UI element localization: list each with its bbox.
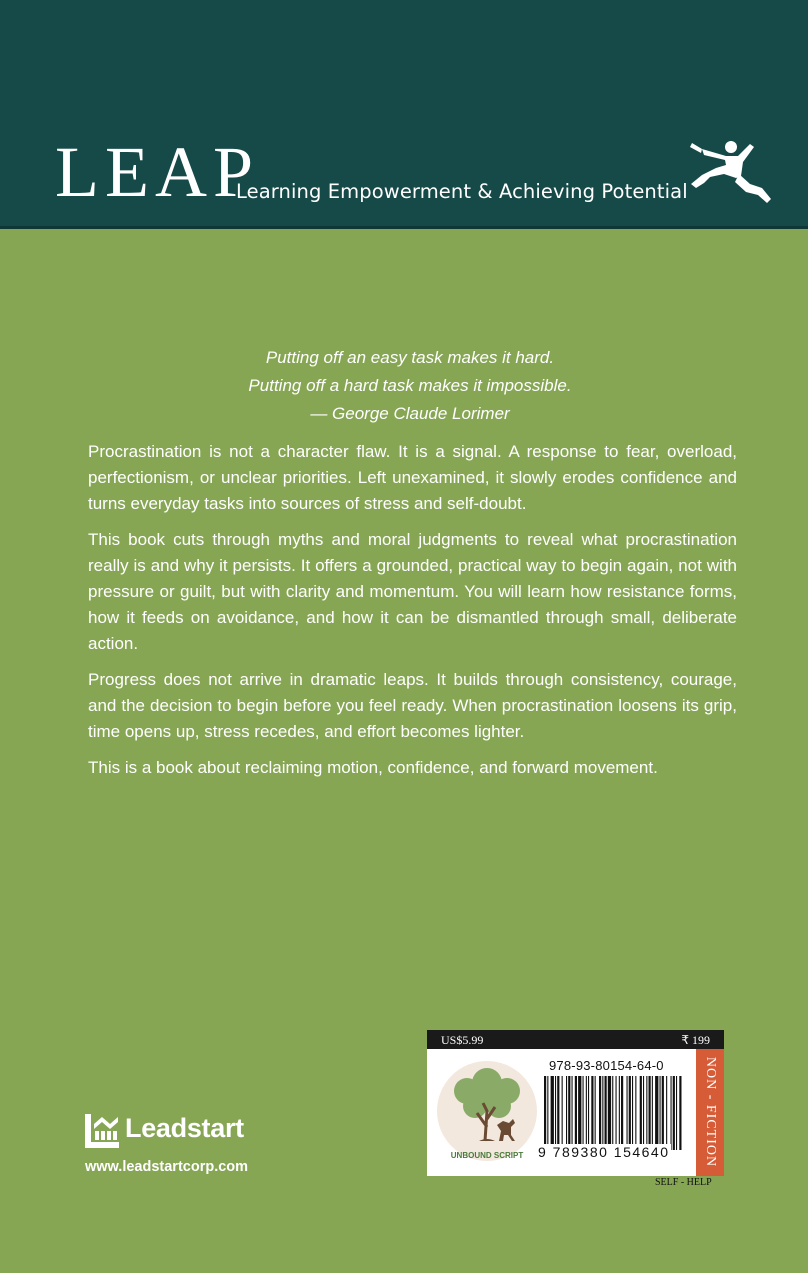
barcode-bar xyxy=(583,1076,584,1150)
blurb-paragraph-1: Procrastination is not a character flaw. It is a signal. A response to fear, overload, perfectionism, or unclear priorities. Left unexamined, it slowly erodes confidence and turns everyday tasks into sources of stress and self-doubt. xyxy=(88,442,737,513)
genre-label: NON - FICTION xyxy=(703,1056,718,1168)
barcode-bar xyxy=(551,1076,554,1150)
barcode-bar xyxy=(599,1076,601,1150)
price-usd: US$5.99 xyxy=(441,1033,484,1047)
barcode-bar xyxy=(671,1076,672,1150)
barcode-bar xyxy=(568,1076,570,1150)
barcode-bar xyxy=(602,1076,603,1150)
blurb-paragraph-3: Progress does not arrive in dramatic leaps. It builds through consistency, courage, and the decision to begin before you feel ready. When procrastination loosens its grip, time opens up, stress recedes, and effort becomes lighter. xyxy=(88,670,737,741)
barcode-bar xyxy=(555,1076,556,1150)
price-bar xyxy=(427,1030,724,1049)
quote-attribution: — George Claude Lorimer xyxy=(310,404,510,423)
leap-tagline: Learning Empowerment & Achieving Potential xyxy=(236,180,688,203)
publisher-url: www.leadstartcorp.com xyxy=(85,1159,249,1175)
category-label: SELF - HELP xyxy=(655,1177,712,1188)
barcode-bar xyxy=(655,1076,658,1150)
barcode-bar xyxy=(676,1076,677,1150)
barcode-bar xyxy=(640,1076,642,1150)
barcode-bar xyxy=(673,1076,675,1150)
imprint-name: UNBOUND SCRIPT xyxy=(450,1151,524,1160)
tree-horse-icon xyxy=(437,1061,537,1161)
barcode-bar xyxy=(557,1076,559,1150)
publisher-name: Leadstart xyxy=(125,1113,244,1143)
header-divider xyxy=(0,226,808,229)
leap-logo: LEAP xyxy=(55,132,259,212)
barcode-bar xyxy=(572,1076,573,1150)
genre-band xyxy=(696,1049,724,1176)
barcode-bar xyxy=(621,1076,623,1150)
barcode-bar xyxy=(578,1076,581,1150)
ean-digits: 9 789380 154640 xyxy=(538,1144,670,1160)
barcode-bar xyxy=(605,1076,607,1150)
imprint-logo xyxy=(437,1061,537,1161)
isbn-barcode xyxy=(544,1076,684,1150)
barcode-bar xyxy=(646,1076,647,1150)
blurb-paragraph-4: This is a book about reclaiming motion, confidence, and forward movement. xyxy=(88,758,658,777)
barcode-bar xyxy=(575,1076,577,1150)
barcode-bar xyxy=(632,1076,633,1150)
barcode-bar xyxy=(619,1076,620,1150)
barcode-bar xyxy=(608,1076,611,1150)
barcode-bar xyxy=(666,1076,667,1150)
isbn-number: 978-93-80154-64-0 xyxy=(549,1058,664,1073)
barcode-bar xyxy=(612,1076,613,1150)
blurb-paragraph-2: This book cuts through myths and moral judgments to reveal what procrastination really is and why it persists. It offers a grounded, practical way to begin again, not with pressure or guilt, but with clarity and momentum. You will learn how resistance forms, how it feeds on avoidance, and how it can be dismantled through small, deliberate action. xyxy=(88,530,737,653)
barcode-bar xyxy=(591,1076,593,1150)
barcode-bar xyxy=(660,1076,661,1150)
blurb xyxy=(88,439,737,791)
barcode-bar xyxy=(544,1076,546,1150)
running-figure-icon xyxy=(688,138,776,210)
barcode-bar xyxy=(616,1076,617,1150)
leadstart-building-icon xyxy=(85,1114,119,1148)
quote-line-1: Putting off an easy task makes it hard. xyxy=(265,348,555,367)
barcode-bar xyxy=(679,1076,681,1150)
barcode-bar xyxy=(652,1076,653,1150)
barcode-bar xyxy=(588,1076,589,1150)
barcode-bar xyxy=(627,1076,628,1150)
barcode-bar xyxy=(562,1076,563,1150)
barcode-bar xyxy=(547,1076,548,1150)
barcode-bar xyxy=(586,1076,587,1150)
barcode-bar xyxy=(566,1076,567,1150)
quote-line-2: Putting off a hard task makes it impossible. xyxy=(248,376,572,395)
barcode-panel xyxy=(427,1030,724,1176)
barcode-bar xyxy=(662,1076,664,1150)
barcode-bar xyxy=(649,1076,651,1150)
barcode-bar xyxy=(629,1076,631,1150)
barcode-bar xyxy=(643,1076,644,1150)
price-inr: ₹ 199 xyxy=(681,1033,710,1047)
barcode-bar xyxy=(595,1076,596,1150)
barcode-bar xyxy=(635,1076,636,1150)
